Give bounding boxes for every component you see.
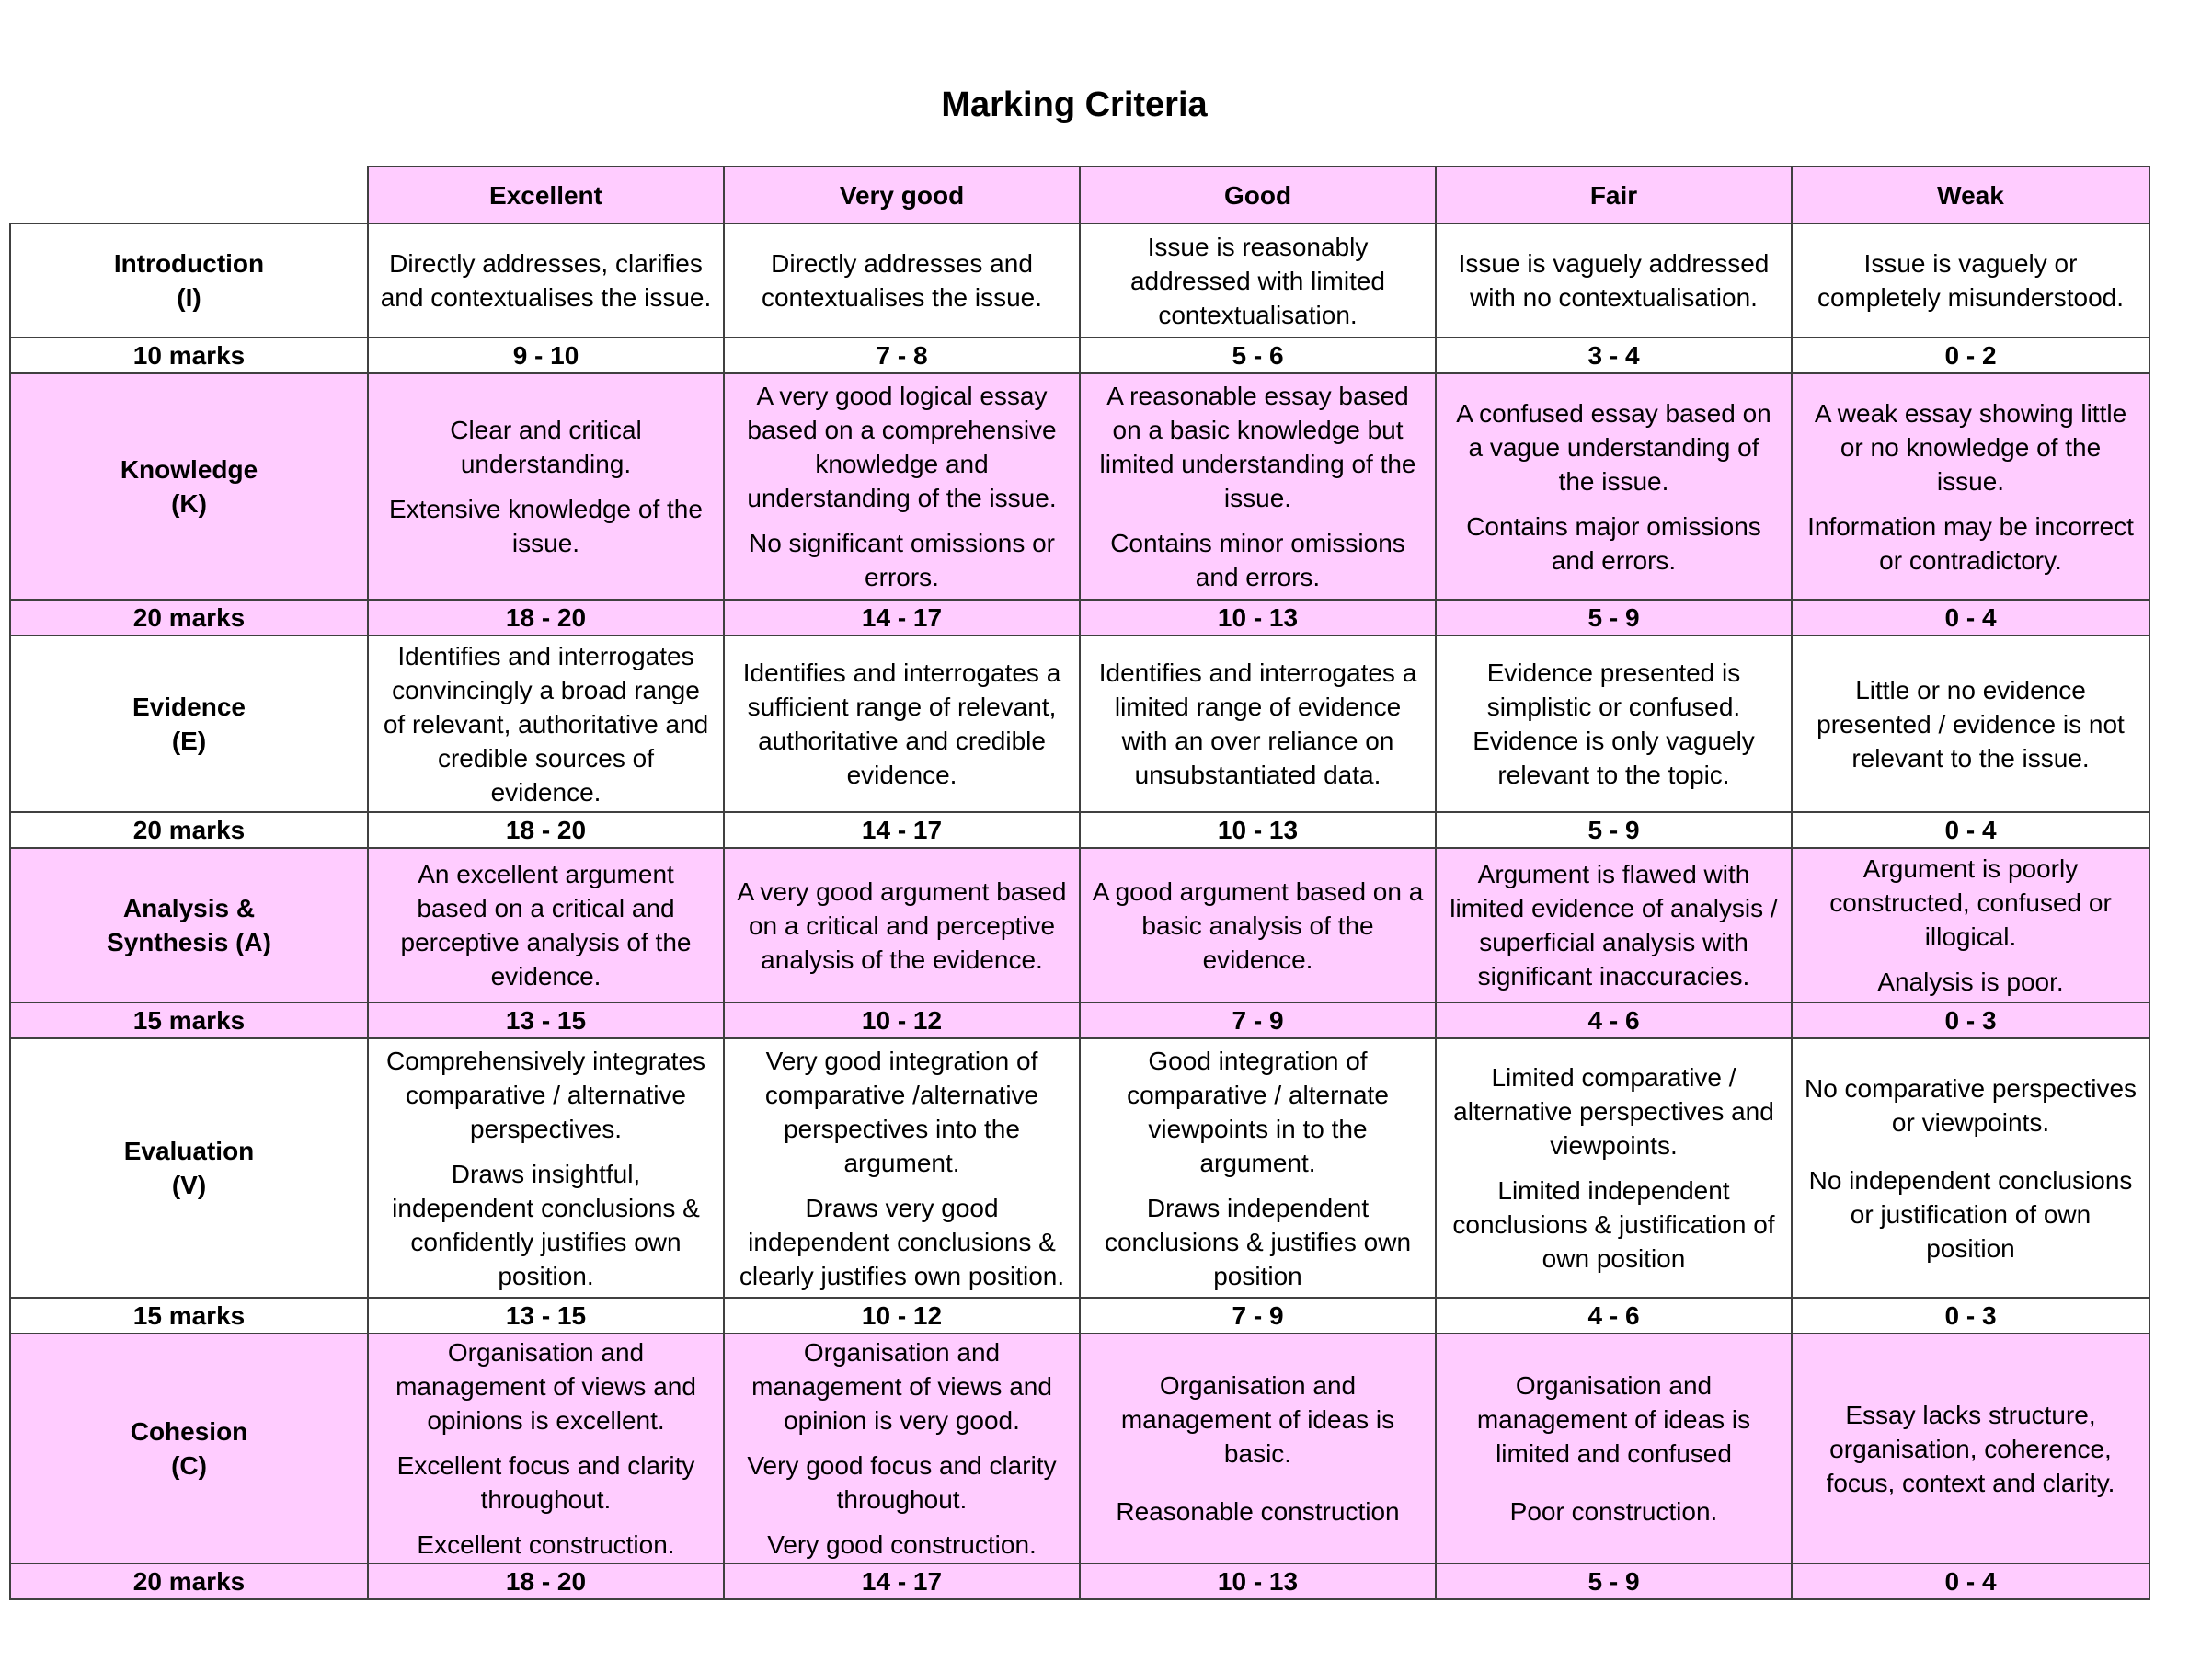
criterion-row-knowledge (10, 373, 2149, 600)
mark-band: 5 - 9 (1436, 600, 1792, 636)
marks-label: 20 marks (10, 600, 368, 636)
page-title: Marking Criteria (941, 86, 1208, 124)
descriptor-cell (368, 848, 724, 1002)
descriptor-text: Excellent construction. (417, 1530, 675, 1559)
mark-band: 0 - 4 (1792, 600, 2149, 636)
criterion-code: (C) (171, 1451, 207, 1480)
descriptor-text: Excellent focus and clarity throughout. (396, 1451, 695, 1514)
marks-row-analysis-synthesis (10, 1002, 2149, 1038)
descriptor-cell (1792, 373, 2149, 600)
marks-label: 15 marks (10, 1298, 368, 1334)
descriptor-text: Comprehensively integrates comparative / alternative perspectives. (385, 1046, 706, 1143)
descriptor-text: Clear and critical understanding. (450, 416, 642, 478)
descriptor-cell (1080, 1334, 1436, 1563)
level-header-very-good: Very good (724, 166, 1080, 223)
mark-band: 0 - 3 (1792, 1002, 2149, 1038)
mark-band: 10 - 13 (1080, 812, 1436, 848)
descriptor-cell (1080, 636, 1436, 812)
descriptor-text: Reasonable construction (1116, 1497, 1400, 1526)
descriptor-text: Organisation and management of views and opinion is very good. (751, 1338, 1052, 1435)
marks-row-evaluation (10, 1298, 2149, 1334)
descriptor-text: Limited comparative / alternative perspectives and viewpoints. (1453, 1063, 1774, 1160)
marks-label: 20 marks (10, 1563, 368, 1599)
descriptor-text: Argument is poorly constructed, confused or illogical. (1829, 854, 2112, 951)
mark-band: 4 - 6 (1436, 1002, 1792, 1038)
descriptor-cell (724, 1334, 1080, 1563)
descriptor-text: Issue is reasonably addressed with limited contextualisation. (1129, 232, 1386, 329)
descriptor-text: A weak essay showing little or no knowledge of the issue. (1814, 398, 2127, 496)
mark-band: 0 - 2 (1792, 338, 2149, 373)
descriptor-text: No independent conclusions or justification of own position (1808, 1165, 2133, 1263)
mark-band: 5 - 9 (1436, 1563, 1792, 1599)
level-header-excellent: Excellent (368, 166, 724, 223)
mark-band: 10 - 12 (724, 1298, 1080, 1334)
descriptor-cell (724, 373, 1080, 600)
descriptor-cell (1792, 1038, 2149, 1298)
descriptor-cell (368, 223, 724, 338)
marks-label: 20 marks (10, 812, 368, 848)
descriptor-text: Draws very good independent conclusions & clearly justifies own position. (739, 1193, 1065, 1290)
descriptor-cell (368, 373, 724, 600)
mark-band: 10 - 12 (724, 1002, 1080, 1038)
descriptor-cell (724, 636, 1080, 812)
criterion-code: Synthesis (A) (107, 928, 271, 956)
criterion-name-line: Knowledge (120, 455, 258, 484)
mark-band: 14 - 17 (724, 1563, 1080, 1599)
criterion-row-evidence (10, 636, 2149, 812)
mark-band: 0 - 3 (1792, 1298, 2149, 1334)
mark-band: 0 - 4 (1792, 812, 2149, 848)
mark-band: 13 - 15 (368, 1298, 724, 1334)
descriptor-cell (724, 848, 1080, 1002)
mark-band: 18 - 20 (368, 1563, 724, 1599)
descriptor-cell (368, 1038, 724, 1298)
criterion-name-cohesion (10, 1334, 368, 1563)
criterion-name-evidence (10, 636, 368, 812)
descriptor-text: Very good focus and clarity throughout. (747, 1451, 1057, 1514)
criterion-code: (V) (171, 1171, 207, 1199)
descriptor-text: A reasonable essay based on a basic knowledge but limited understanding of the issue. (1099, 382, 1416, 512)
descriptor-text: An excellent argument based on a critical and perceptive analysis of the evidence. (400, 860, 692, 991)
descriptor-text: Poor construction. (1509, 1497, 1718, 1526)
mark-band: 14 - 17 (724, 600, 1080, 636)
descriptor-cell (368, 1334, 724, 1563)
level-header-good: Good (1080, 166, 1436, 223)
descriptor-text: Little or no evidence presented / evidence is not relevant to the issue. (1817, 675, 2125, 773)
descriptor-cell (1792, 848, 2149, 1002)
descriptor-text: Draws independent conclusions & justifies own position (1104, 1193, 1412, 1290)
mark-band: 18 - 20 (368, 600, 724, 636)
criterion-row-cohesion (10, 1334, 2149, 1563)
descriptor-text: A very good argument based on a critical and perceptive analysis of the evidence. (737, 876, 1067, 974)
descriptor-cell (724, 223, 1080, 338)
descriptor-text: No significant omissions or errors. (748, 529, 1056, 591)
descriptor-text: Organisation and management of ideas is limited and confused (1476, 1371, 1751, 1468)
mark-band: 18 - 20 (368, 812, 724, 848)
marking-criteria-table (9, 166, 2150, 1600)
descriptor-text: A confused essay based on a vague understanding of the issue. (1456, 398, 1771, 496)
mark-band: 7 - 9 (1080, 1002, 1436, 1038)
descriptor-text: Identifies and interrogates convincingly a broad range of relevant, authoritative and credible sources of evidence. (383, 641, 709, 807)
criterion-row-evaluation (10, 1038, 2149, 1298)
descriptor-text: Directly addresses, clarifies and contextualises the issue. (380, 249, 712, 312)
descriptor-cell (1792, 636, 2149, 812)
descriptor-text: Organisation and management of views and opinions is excellent. (395, 1338, 696, 1435)
descriptor-text: Directly addresses and contextualises the issue. (761, 249, 1043, 312)
descriptor-text: Contains major omissions and errors. (1466, 511, 1761, 575)
criterion-row-introduction (10, 223, 2149, 338)
mark-band: 14 - 17 (724, 812, 1080, 848)
descriptor-text: Limited independent conclusions & justification of own position (1452, 1176, 1775, 1273)
mark-band: 3 - 4 (1436, 338, 1792, 373)
criterion-name-knowledge (10, 373, 368, 600)
criterion-name-line: Cohesion (130, 1417, 248, 1446)
mark-band: 10 - 13 (1080, 600, 1436, 636)
descriptor-cell (1436, 1038, 1792, 1298)
descriptor-cell (724, 1038, 1080, 1298)
descriptor-text: No comparative perspectives or viewpoints. (1804, 1073, 2138, 1137)
descriptor-text: A good argument based on a basic analysis of the evidence. (1092, 876, 1424, 974)
descriptor-text: Good integration of comparative / alternate viewpoints in to the argument. (1127, 1046, 1389, 1177)
descriptor-cell (1436, 848, 1792, 1002)
descriptor-text: Argument is flawed with limited evidence of analysis / superficial analysis with significant inaccuracies. (1450, 860, 1778, 991)
descriptor-text: Identifies and interrogates a sufficient range of relevant, authoritative and credible evidence. (742, 658, 1061, 789)
level-header-row (10, 166, 2149, 223)
descriptor-cell (1792, 1334, 2149, 1563)
mark-band: 0 - 4 (1792, 1563, 2149, 1599)
descriptor-cell (1436, 223, 1792, 338)
criterion-name-line: Evidence (132, 693, 246, 721)
mark-band: 5 - 6 (1080, 338, 1436, 373)
marks-label: 10 marks (10, 338, 368, 373)
header-corner-cell (10, 166, 368, 223)
descriptor-text: Essay lacks structure, organisation, coherence, focus, context and clarity. (1826, 1400, 2115, 1497)
criterion-code: (E) (171, 727, 207, 755)
criterion-name-line: Evaluation (123, 1137, 255, 1165)
descriptor-text: Very good construction. (767, 1530, 1037, 1559)
mark-band: 7 - 8 (724, 338, 1080, 373)
mark-band: 13 - 15 (368, 1002, 724, 1038)
descriptor-text: Organisation and management of ideas is basic. (1120, 1371, 1395, 1468)
marks-row-evidence (10, 812, 2149, 848)
level-header-fair: Fair (1436, 166, 1792, 223)
criterion-name-line: Introduction (113, 249, 265, 278)
criterion-name-evaluation (10, 1038, 368, 1298)
mark-band: 9 - 10 (368, 338, 724, 373)
marks-row-knowledge (10, 600, 2149, 636)
criterion-name-line: Analysis & (122, 894, 256, 922)
descriptor-cell (1436, 1334, 1792, 1563)
marks-row-cohesion (10, 1563, 2149, 1599)
descriptor-cell (1792, 223, 2149, 338)
marks-label: 15 marks (10, 1002, 368, 1038)
descriptor-text: A very good logical essay based on a comprehensive knowledge and understanding of the issue. (747, 382, 1057, 512)
descriptor-cell (1080, 1038, 1436, 1298)
marks-row-introduction (10, 338, 2149, 373)
criterion-row-analysis-synthesis (10, 848, 2149, 1002)
descriptor-text: Contains minor omissions and errors. (1110, 529, 1405, 591)
criterion-name-analysis-synthesis (10, 848, 368, 1002)
descriptor-cell (1436, 636, 1792, 812)
descriptor-cell (1080, 373, 1436, 600)
descriptor-cell (1080, 223, 1436, 338)
mark-band: 5 - 9 (1436, 812, 1792, 848)
criterion-code: (I) (177, 283, 201, 312)
descriptor-text: Issue is vaguely addressed with no contextualisation. (1458, 249, 1770, 312)
descriptor-cell (368, 636, 724, 812)
descriptor-cell (1436, 373, 1792, 600)
criterion-name-introduction (10, 223, 368, 338)
descriptor-text: Analysis is poor. (1877, 968, 2064, 996)
criterion-code: (K) (171, 489, 207, 518)
descriptor-text: Issue is vaguely or completely misunderstood. (1817, 249, 2125, 312)
descriptor-text: Identifies and interrogates a limited range of evidence with an over reliance on unsubstantiated data. (1098, 658, 1417, 789)
descriptor-text: Very good integration of comparative /alternative perspectives into the argument. (764, 1046, 1039, 1177)
level-header-weak: Weak (1792, 166, 2149, 223)
descriptor-text: Information may be incorrect or contradictory. (1807, 511, 2134, 575)
descriptor-text: Draws insightful, independent conclusions & confidently justifies own position. (392, 1159, 700, 1290)
mark-band: 10 - 13 (1080, 1563, 1436, 1599)
descriptor-text: Evidence presented is simplistic or confused. Evidence is only vaguely relevant to the topic. (1473, 658, 1755, 789)
descriptor-text: Extensive knowledge of the issue. (389, 495, 703, 557)
mark-band: 4 - 6 (1436, 1298, 1792, 1334)
descriptor-cell (1080, 848, 1436, 1002)
mark-band: 7 - 9 (1080, 1298, 1436, 1334)
